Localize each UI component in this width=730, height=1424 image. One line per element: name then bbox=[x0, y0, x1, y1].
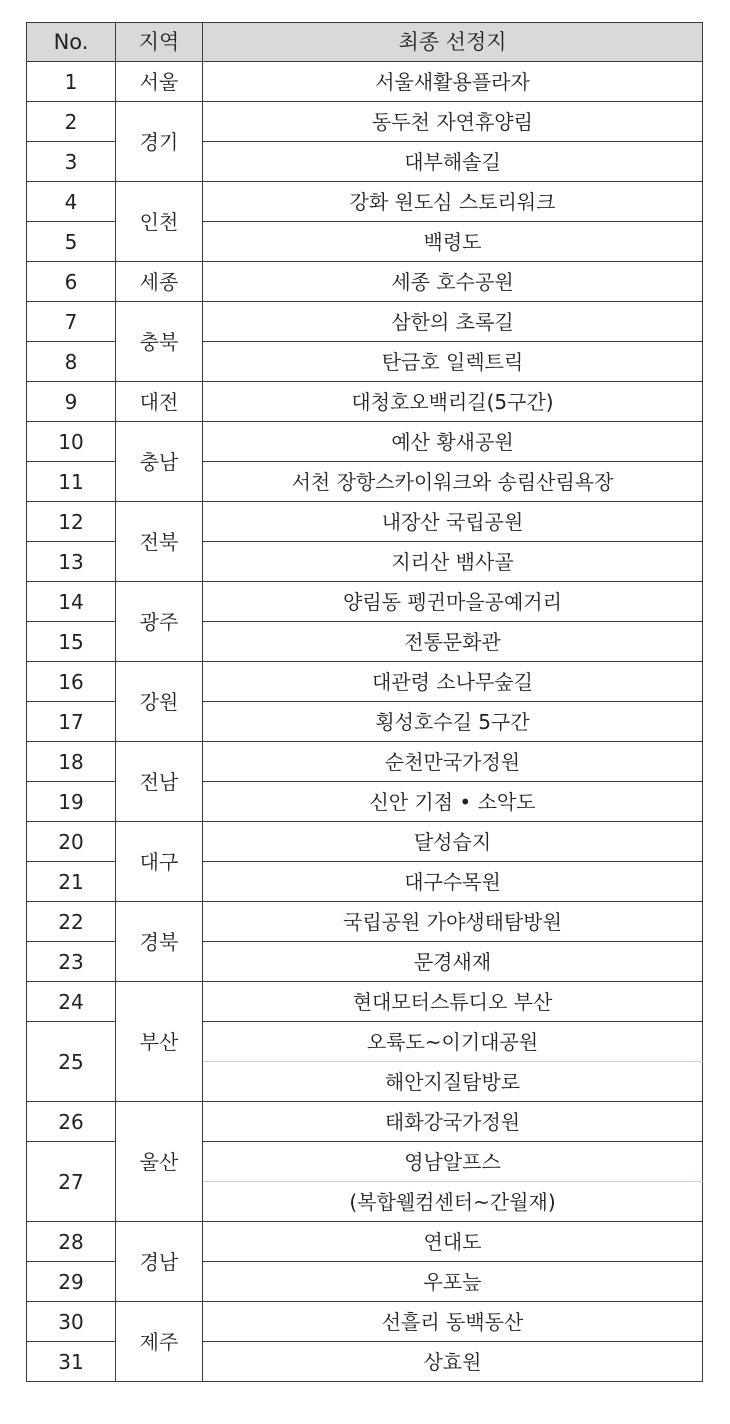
row-number: 13 bbox=[27, 542, 116, 582]
region-cell: 부산 bbox=[116, 982, 203, 1102]
row-number: 9 bbox=[27, 382, 116, 422]
table-row bbox=[27, 62, 703, 102]
header-site: 최종 선정지 bbox=[203, 23, 703, 62]
table-row bbox=[27, 1222, 703, 1262]
row-number: 24 bbox=[27, 982, 116, 1022]
site-cell: 우포늪 bbox=[203, 1262, 703, 1302]
row-number: 7 bbox=[27, 302, 116, 342]
region-cell: 제주 bbox=[116, 1302, 203, 1382]
site-cell: 순천만국가정원 bbox=[203, 742, 703, 782]
table-row bbox=[27, 982, 703, 1022]
row-number: 8 bbox=[27, 342, 116, 382]
row-number: 28 bbox=[27, 1222, 116, 1262]
region-cell: 전북 bbox=[116, 502, 203, 582]
site-cell: 서천 장항스카이워크와 송림산림욕장 bbox=[203, 462, 703, 502]
header-region: 지역 bbox=[116, 23, 203, 62]
site-cell: 대관령 소나무숲길 bbox=[203, 662, 703, 702]
row-number: 27 bbox=[27, 1142, 116, 1222]
region-cell: 광주 bbox=[116, 582, 203, 662]
table-row bbox=[27, 382, 703, 422]
site-cell: 횡성호수길 5구간 bbox=[203, 702, 703, 742]
site-cell: 대청호오백리길(5구간) bbox=[203, 382, 703, 422]
row-number: 31 bbox=[27, 1342, 116, 1382]
row-number: 4 bbox=[27, 182, 116, 222]
site-cell: 선흘리 동백동산 bbox=[203, 1302, 703, 1342]
site-cell: 탄금호 일렉트릭 bbox=[203, 342, 703, 382]
site-cell: 영남알프스 bbox=[203, 1142, 703, 1182]
site-cell: 동두천 자연휴양림 bbox=[203, 102, 703, 142]
region-cell: 충북 bbox=[116, 302, 203, 382]
row-number: 5 bbox=[27, 222, 116, 262]
row-number: 11 bbox=[27, 462, 116, 502]
selection-table bbox=[26, 22, 703, 1382]
row-number: 1 bbox=[27, 62, 116, 102]
table-row bbox=[27, 102, 703, 142]
site-cell: (복합웰컴센터~간월재) bbox=[203, 1182, 703, 1222]
region-cell: 인천 bbox=[116, 182, 203, 262]
row-number: 18 bbox=[27, 742, 116, 782]
site-cell: 내장산 국립공원 bbox=[203, 502, 703, 542]
site-cell: 전통문화관 bbox=[203, 622, 703, 662]
table-row bbox=[27, 822, 703, 862]
site-cell: 국립공원 가야생태탐방원 bbox=[203, 902, 703, 942]
region-cell: 경남 bbox=[116, 1222, 203, 1302]
site-cell: 문경새재 bbox=[203, 942, 703, 982]
site-cell: 백령도 bbox=[203, 222, 703, 262]
row-number: 21 bbox=[27, 862, 116, 902]
site-cell: 태화강국가정원 bbox=[203, 1102, 703, 1142]
site-cell: 해안지질탐방로 bbox=[203, 1062, 703, 1102]
table-row bbox=[27, 302, 703, 342]
site-cell: 양림동 펭귄마을공예거리 bbox=[203, 582, 703, 622]
row-number: 25 bbox=[27, 1022, 116, 1102]
site-cell: 상효원 bbox=[203, 1342, 703, 1382]
table-row bbox=[27, 262, 703, 302]
table-row bbox=[27, 662, 703, 702]
site-cell: 지리산 뱀사골 bbox=[203, 542, 703, 582]
row-number: 14 bbox=[27, 582, 116, 622]
site-cell: 신안 기점 • 소악도 bbox=[203, 782, 703, 822]
region-cell: 경북 bbox=[116, 902, 203, 982]
table-row bbox=[27, 582, 703, 622]
row-number: 3 bbox=[27, 142, 116, 182]
region-cell: 강원 bbox=[116, 662, 203, 742]
row-number: 22 bbox=[27, 902, 116, 942]
site-cell: 서울새활용플라자 bbox=[203, 62, 703, 102]
table-row bbox=[27, 502, 703, 542]
region-cell: 충남 bbox=[116, 422, 203, 502]
site-cell: 세종 호수공원 bbox=[203, 262, 703, 302]
site-cell: 연대도 bbox=[203, 1222, 703, 1262]
row-number: 20 bbox=[27, 822, 116, 862]
site-cell: 강화 원도심 스토리워크 bbox=[203, 182, 703, 222]
header-no: No. bbox=[27, 23, 116, 62]
region-cell: 울산 bbox=[116, 1102, 203, 1222]
row-number: 26 bbox=[27, 1102, 116, 1142]
selection-table-container bbox=[26, 22, 702, 1382]
table-row bbox=[27, 182, 703, 222]
site-cell: 현대모터스튜디오 부산 bbox=[203, 982, 703, 1022]
region-cell: 세종 bbox=[116, 262, 203, 302]
row-number: 15 bbox=[27, 622, 116, 662]
region-cell: 경기 bbox=[116, 102, 203, 182]
region-cell: 전남 bbox=[116, 742, 203, 822]
row-number: 30 bbox=[27, 1302, 116, 1342]
row-number: 19 bbox=[27, 782, 116, 822]
region-cell: 서울 bbox=[116, 62, 203, 102]
table-row bbox=[27, 902, 703, 942]
site-cell: 오륙도~이기대공원 bbox=[203, 1022, 703, 1062]
row-number: 17 bbox=[27, 702, 116, 742]
site-cell: 예산 황새공원 bbox=[203, 422, 703, 462]
site-cell: 달성습지 bbox=[203, 822, 703, 862]
row-number: 29 bbox=[27, 1262, 116, 1302]
site-cell: 대구수목원 bbox=[203, 862, 703, 902]
site-cell: 삼한의 초록길 bbox=[203, 302, 703, 342]
row-number: 23 bbox=[27, 942, 116, 982]
site-cell: 대부해솔길 bbox=[203, 142, 703, 182]
row-number: 10 bbox=[27, 422, 116, 462]
table-row bbox=[27, 1102, 703, 1142]
table-row bbox=[27, 742, 703, 782]
row-number: 16 bbox=[27, 662, 116, 702]
table-row bbox=[27, 1302, 703, 1342]
region-cell: 대전 bbox=[116, 382, 203, 422]
table-row bbox=[27, 422, 703, 462]
table-body bbox=[27, 62, 703, 1382]
row-number: 2 bbox=[27, 102, 116, 142]
row-number: 6 bbox=[27, 262, 116, 302]
row-number: 12 bbox=[27, 502, 116, 542]
region-cell: 대구 bbox=[116, 822, 203, 902]
header-row bbox=[27, 23, 703, 62]
